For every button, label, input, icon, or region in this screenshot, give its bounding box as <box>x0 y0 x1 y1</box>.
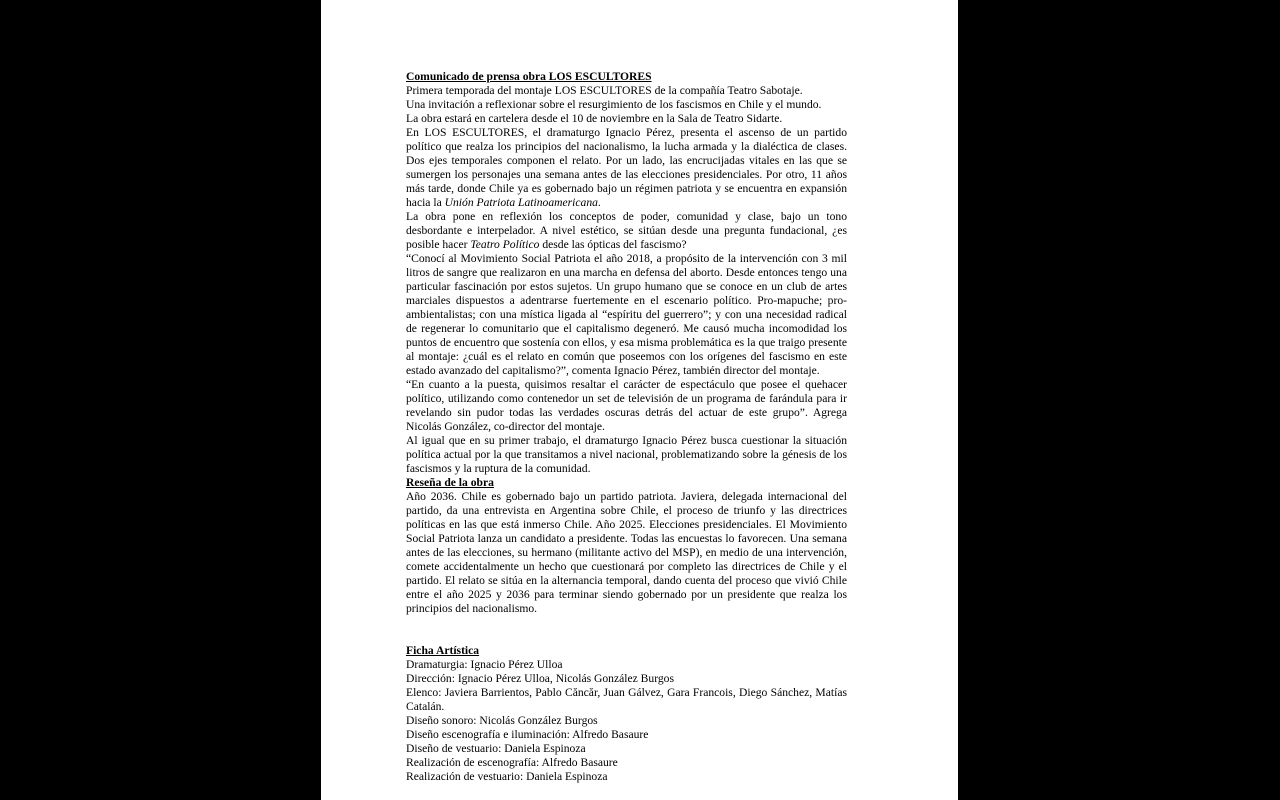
paragraph-reflection <box>406 210 847 252</box>
resena-paragraph: Año 2036. Chile es gobernado bajo un partido patriota. Javiera, delegada internacional del partido, da una entrevista en Argentina sobre Chile, el proceso de triunfo y las directrices políticas en las que está inmerso Chile. Año 2025. Elecciones presidenciales. El Movimiento Social Patriota lanza un candidato a presidente. Todas las encuestas lo favorecen. Una semana antes de las elecciones, su hermano (militante activo del MSP), en medio de una intervención, comete accidentalmente un hecho que cuestionará por completo las directrices de Chile y el partido. El relato se sitúa en la alternancia temporal, dando cuenta del proceso que vivió Chile entre el año 2025 y 2036 para terminar siendo gobernado por un presidente que realza los principios del nacionalismo. <box>406 490 847 615</box>
intro-line: Una invitación a reflexionar sobre el resurgimiento de los fascismos en Chile y el mundo. <box>406 98 822 111</box>
italic-term: Teatro Político <box>470 238 540 251</box>
page-content <box>406 70 847 784</box>
paragraph-context: Al igual que en su primer trabajo, el dramaturgo Ignacio Pérez busca cuestionar la situación política actual por la que transitamos a nivel nacional, problematizando sobre la génesis de los fascismos y la ruptura de la comunidad. <box>406 434 847 475</box>
credit-line: Dramaturgia: Ignacio Pérez Ulloa <box>406 658 563 671</box>
resena-heading: Reseña de la obra <box>406 476 494 489</box>
credit-line: Realización de escenografía: Alfredo Basaure <box>406 756 618 769</box>
paragraph-quote-codirector: “En cuanto a la puesta, quisimos resaltar el carácter de espectáculo que posee el quehacer político, utilizando como contenedor un set de televisión de un programa de farándula para ir revelando sin pudor todas las verdades oscuras detrás del actuar de este grupo”. Agrega Nicolás González, co-director del montaje. <box>406 378 847 433</box>
credit-line: Realización de vestuario: Daniela Espinoza <box>406 770 608 783</box>
credit-line: Elenco: Javiera Barrientos, Pablo Căncăr, Juan Gálvez, Gara Francois, Diego Sánchez, Matías Catalán. <box>406 686 847 713</box>
italic-term: Unión Patriota Latinoamericana <box>444 196 598 209</box>
credit-line: Diseño escenografía e iluminación: Alfredo Basaure <box>406 728 649 741</box>
document-page[interactable] <box>321 0 958 800</box>
paragraph-text: La obra pone en reflexión los conceptos de poder, comunidad y clase, bajo un tono desbordante e interpelador. A nivel estético, se sitúan desde una pregunta fundacional, ¿es posible hacer <box>406 210 847 251</box>
credit-line: Diseño de vestuario: Daniela Espinoza <box>406 742 586 755</box>
paragraph-text: En LOS ESCULTORES, el dramaturgo Ignacio Pérez, presenta el ascenso de un partido político que realza los principios del nacionalismo, la lucha armada y la dialéctica de clases. Dos ejes temporales componen el relato. Por un lado, las encrucijadas vitales en las que se sumergen los personajes una semana antes de las elecciones presidenciales. Por otro, 11 años más tarde, donde Chile ya es gobernado bajo un régimen patriota y se encuentra en expansión hacia la <box>406 126 847 209</box>
ficha-section <box>406 644 847 784</box>
intro-line: La obra estará en cartelera desde el 10 de noviembre en la Sala de Teatro Sidarte. <box>406 112 783 125</box>
ficha-heading: Ficha Artística <box>406 644 480 657</box>
credit-line: Diseño sonoro: Nicolás González Burgos <box>406 714 598 727</box>
paragraph-text: . <box>597 196 601 209</box>
paragraph-text: desde las ópticas del fascismo? <box>539 238 687 251</box>
document-title: Comunicado de prensa obra LOS ESCULTORES <box>406 70 652 83</box>
credit-line: Dirección: Ignacio Pérez Ulloa, Nicolás González Burgos <box>406 672 674 685</box>
intro-line: Primera temporada del montaje LOS ESCULTORES de la compañía Teatro Sabotaje. <box>406 84 803 97</box>
spacer <box>406 616 847 644</box>
paragraph-premise <box>406 126 847 210</box>
paragraph-quote-director: “Conocí al Movimiento Social Patriota el año 2018, a propósito de la intervención con 3 mil litros de sangre que realizaron en una marcha en defensa del aborto. Desde entonces tengo una particular fascinación por estos sujetos. Un grupo humano que se conoce en un club de artes marciales dispuestos a adentrarse fuertemente en el escenario político. Pro-mapuche; pro-ambientalistas; con una mística ligada al “espíritu del guerrero”; y con una necesidad radical de regenerar lo comunitario que el capitalismo degeneró. Me causó mucha incomodidad los puntos de encuentro que sostenía con ellos, y esa misma problemática es la que traigo presente al montaje: ¿cuál es el relato en común que poseemos con los orígenes del fascismo en este estado avanzado del capitalismo?”, comenta Ignacio Pérez, también director del montaje. <box>406 252 847 377</box>
